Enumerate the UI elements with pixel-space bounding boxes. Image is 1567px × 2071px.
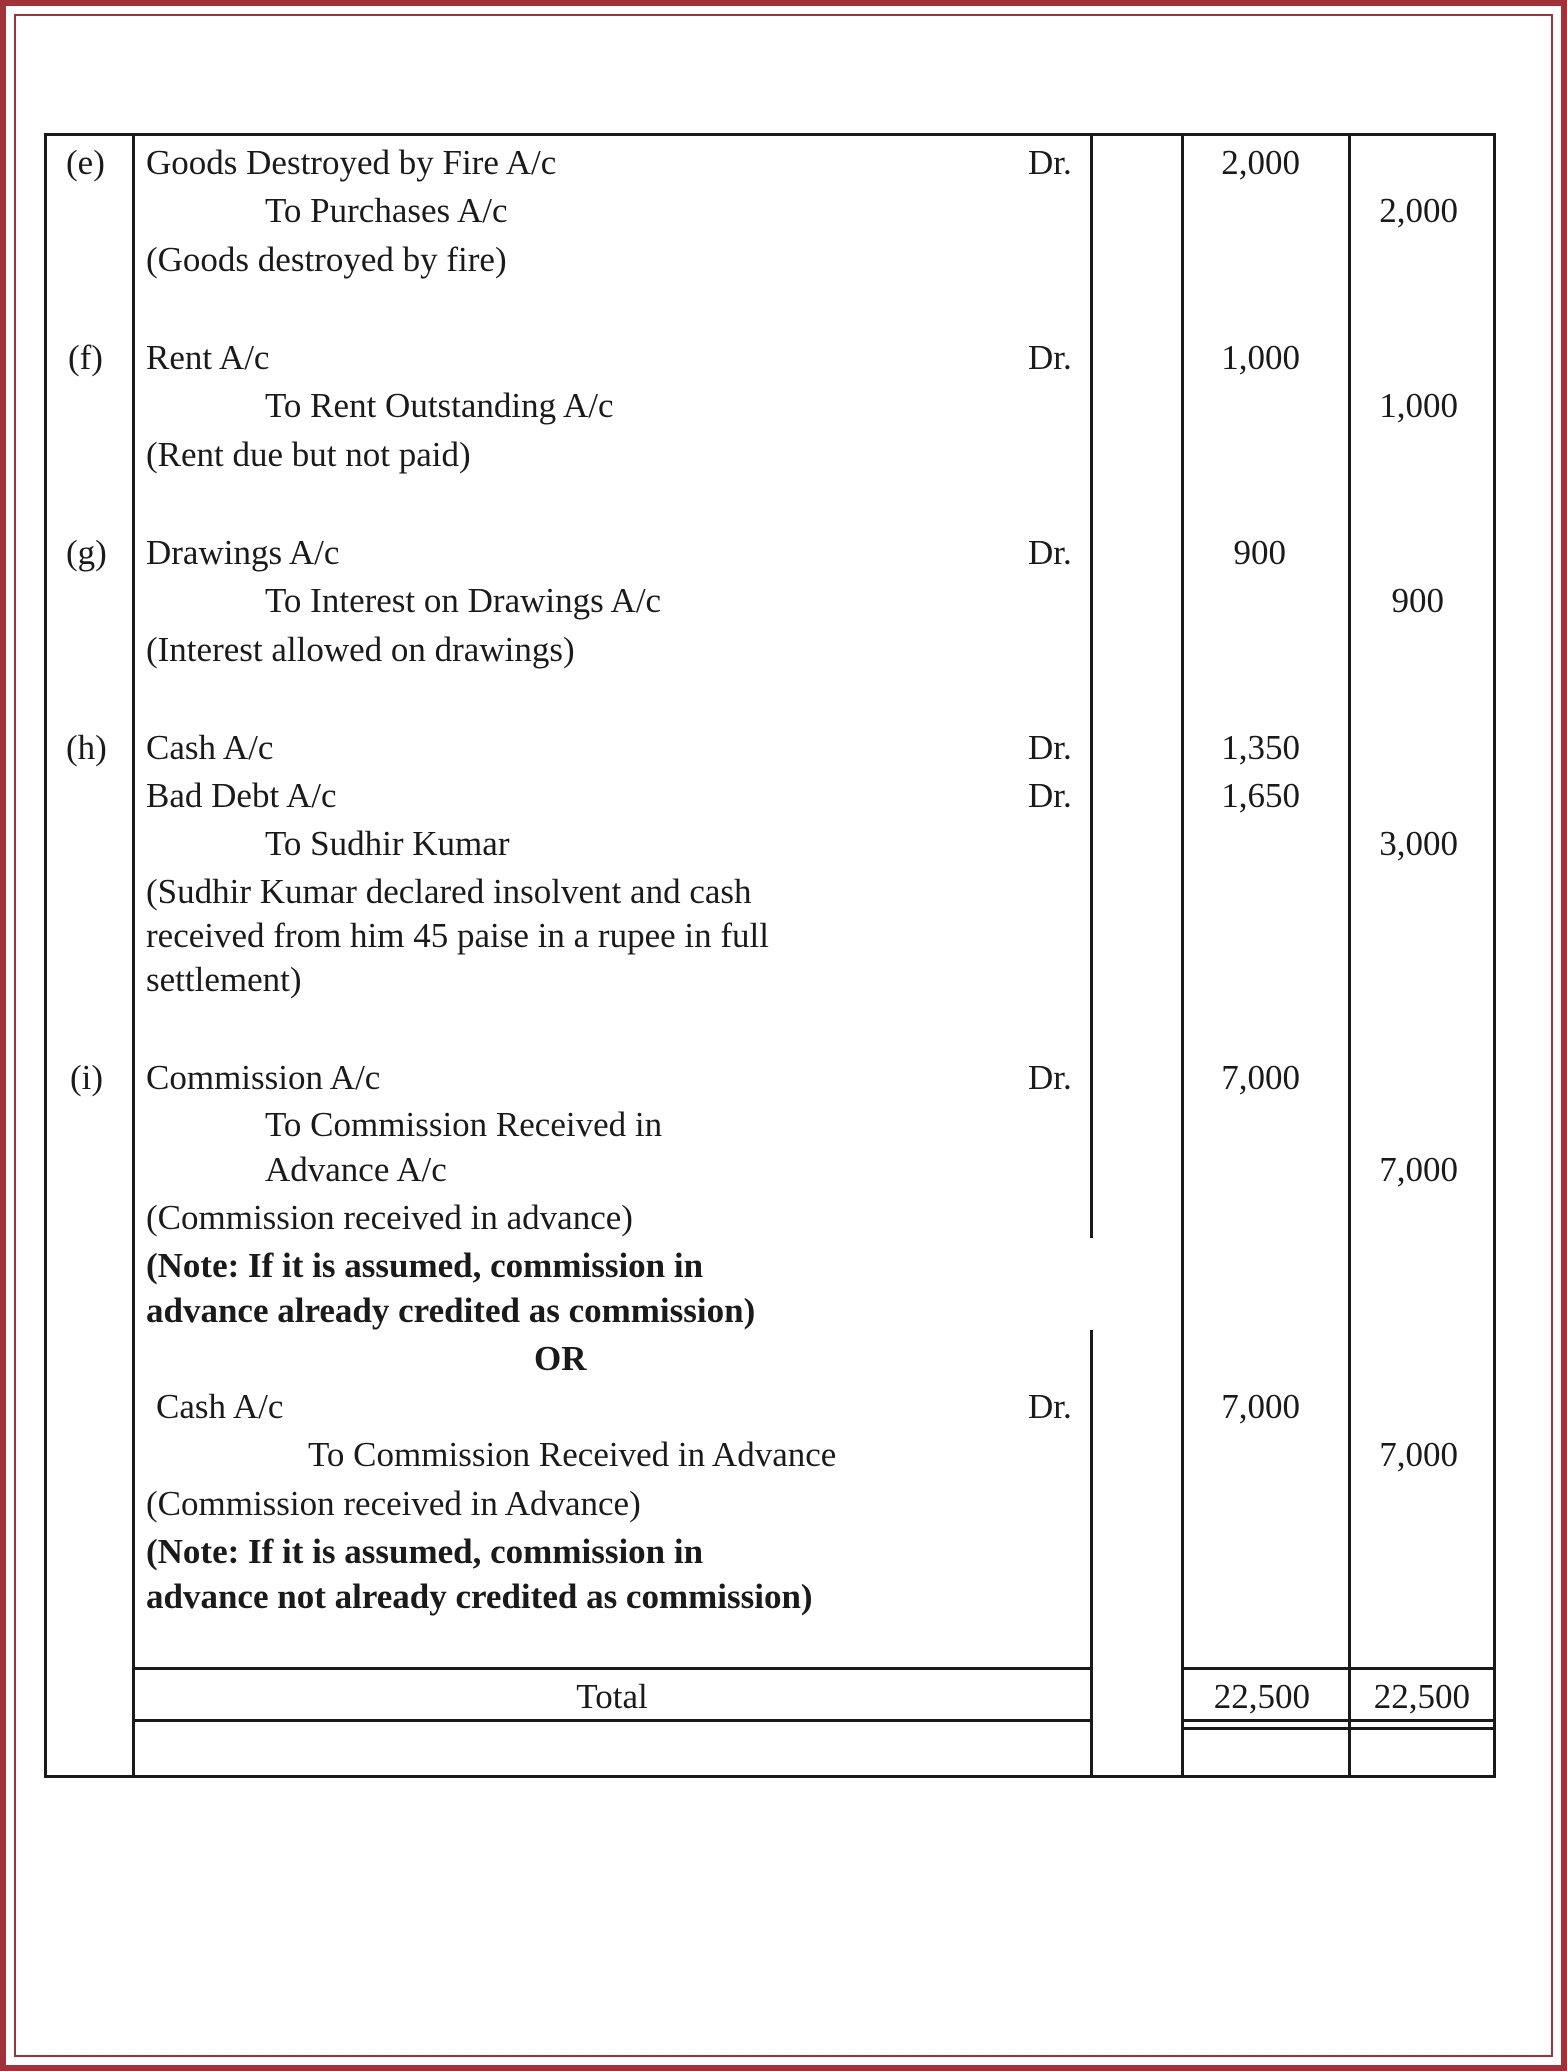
- narration: (Sudhir Kumar declared insolvent and cash: [146, 872, 752, 911]
- rule-bottom: [44, 1775, 1496, 1778]
- rule-debit-left: [1181, 133, 1184, 1778]
- dr-marker: Dr.: [1028, 728, 1072, 767]
- entry-label: (f): [68, 338, 103, 377]
- credit-amount: 7,000: [1379, 1150, 1458, 1189]
- note: (Note: If it is assumed, commission in: [146, 1532, 704, 1571]
- rule-total-top-right: [1181, 1667, 1496, 1670]
- total-debit: 22,500: [1213, 1677, 1310, 1716]
- credit-account: To Rent Outstanding A/c: [265, 386, 614, 425]
- rule-top: [44, 133, 1496, 136]
- note: advance already credited as commission): [146, 1291, 756, 1330]
- rule-right: [1493, 133, 1496, 1778]
- note: advance not already credited as commission): [146, 1577, 813, 1616]
- debit-account: Bad Debt A/c: [146, 776, 337, 815]
- credit-amount: 3,000: [1379, 824, 1458, 863]
- credit-account: To Interest on Drawings A/c: [265, 581, 662, 620]
- debit-amount: 1,650: [1221, 776, 1300, 815]
- page-border-inner: [14, 14, 1553, 2057]
- dr-marker: Dr.: [1028, 143, 1072, 182]
- or-label: OR: [534, 1339, 587, 1378]
- debit-amount: 1,000: [1221, 338, 1300, 377]
- debit-account: Drawings A/c: [146, 533, 340, 572]
- entry-label: (i): [70, 1058, 104, 1097]
- rule-total-bottom: [132, 1719, 1092, 1722]
- credit-account: To Purchases A/c: [265, 191, 508, 230]
- narration: (Commission received in advance): [146, 1198, 633, 1237]
- dr-marker: Dr.: [1028, 776, 1072, 815]
- rule-left: [44, 133, 47, 1778]
- entry-label: (e): [66, 143, 105, 182]
- credit-amount: 2,000: [1379, 191, 1458, 230]
- narration: received from him 45 paise in a rupee in full: [146, 916, 769, 955]
- credit-amount: 1,000: [1379, 386, 1458, 425]
- dr-marker: Dr.: [1028, 533, 1072, 572]
- rule-total-top: [132, 1667, 1092, 1670]
- debit-amount: 900: [1233, 533, 1286, 572]
- rule-credit-left: [1348, 133, 1351, 1778]
- entry-label: (g): [66, 533, 107, 572]
- narration: (Goods destroyed by fire): [146, 240, 507, 279]
- total-credit: 22,500: [1373, 1677, 1470, 1716]
- note: (Note: If it is assumed, commission in: [146, 1246, 704, 1285]
- credit-account: Advance A/c: [265, 1150, 447, 1189]
- debit-account: Cash A/c: [156, 1387, 284, 1426]
- debit-account: Goods Destroyed by Fire A/c: [146, 143, 557, 182]
- rule-lf-left-top: [1090, 133, 1093, 1238]
- narration: (Commission received in Advance): [146, 1484, 641, 1523]
- narration: (Interest allowed on drawings): [146, 630, 575, 669]
- dr-marker: Dr.: [1028, 1387, 1072, 1426]
- credit-account: To Commission Received in Advance: [308, 1435, 837, 1474]
- rule-total-bottom-right-1: [1181, 1719, 1496, 1722]
- dr-marker: Dr.: [1028, 1058, 1072, 1097]
- narration: (Rent due but not paid): [146, 435, 471, 474]
- credit-account: To Sudhir Kumar: [265, 824, 510, 863]
- credit-amount: 7,000: [1379, 1435, 1458, 1474]
- total-label: Total: [576, 1677, 648, 1716]
- credit-account: To Commission Received in: [265, 1105, 663, 1144]
- debit-amount: 7,000: [1221, 1387, 1300, 1426]
- entry-label: (h): [66, 728, 107, 767]
- narration: settlement): [146, 960, 302, 999]
- rule-label-sep: [132, 133, 135, 1778]
- debit-account: Commission A/c: [146, 1058, 381, 1097]
- credit-amount: 900: [1391, 581, 1444, 620]
- debit-amount: 2,000: [1221, 143, 1300, 182]
- debit-account: Cash A/c: [146, 728, 274, 767]
- rule-total-bottom-right-2: [1181, 1727, 1496, 1730]
- debit-account: Rent A/c: [146, 338, 270, 377]
- debit-amount: 1,350: [1221, 728, 1300, 767]
- debit-amount: 7,000: [1221, 1058, 1300, 1097]
- dr-marker: Dr.: [1028, 338, 1072, 377]
